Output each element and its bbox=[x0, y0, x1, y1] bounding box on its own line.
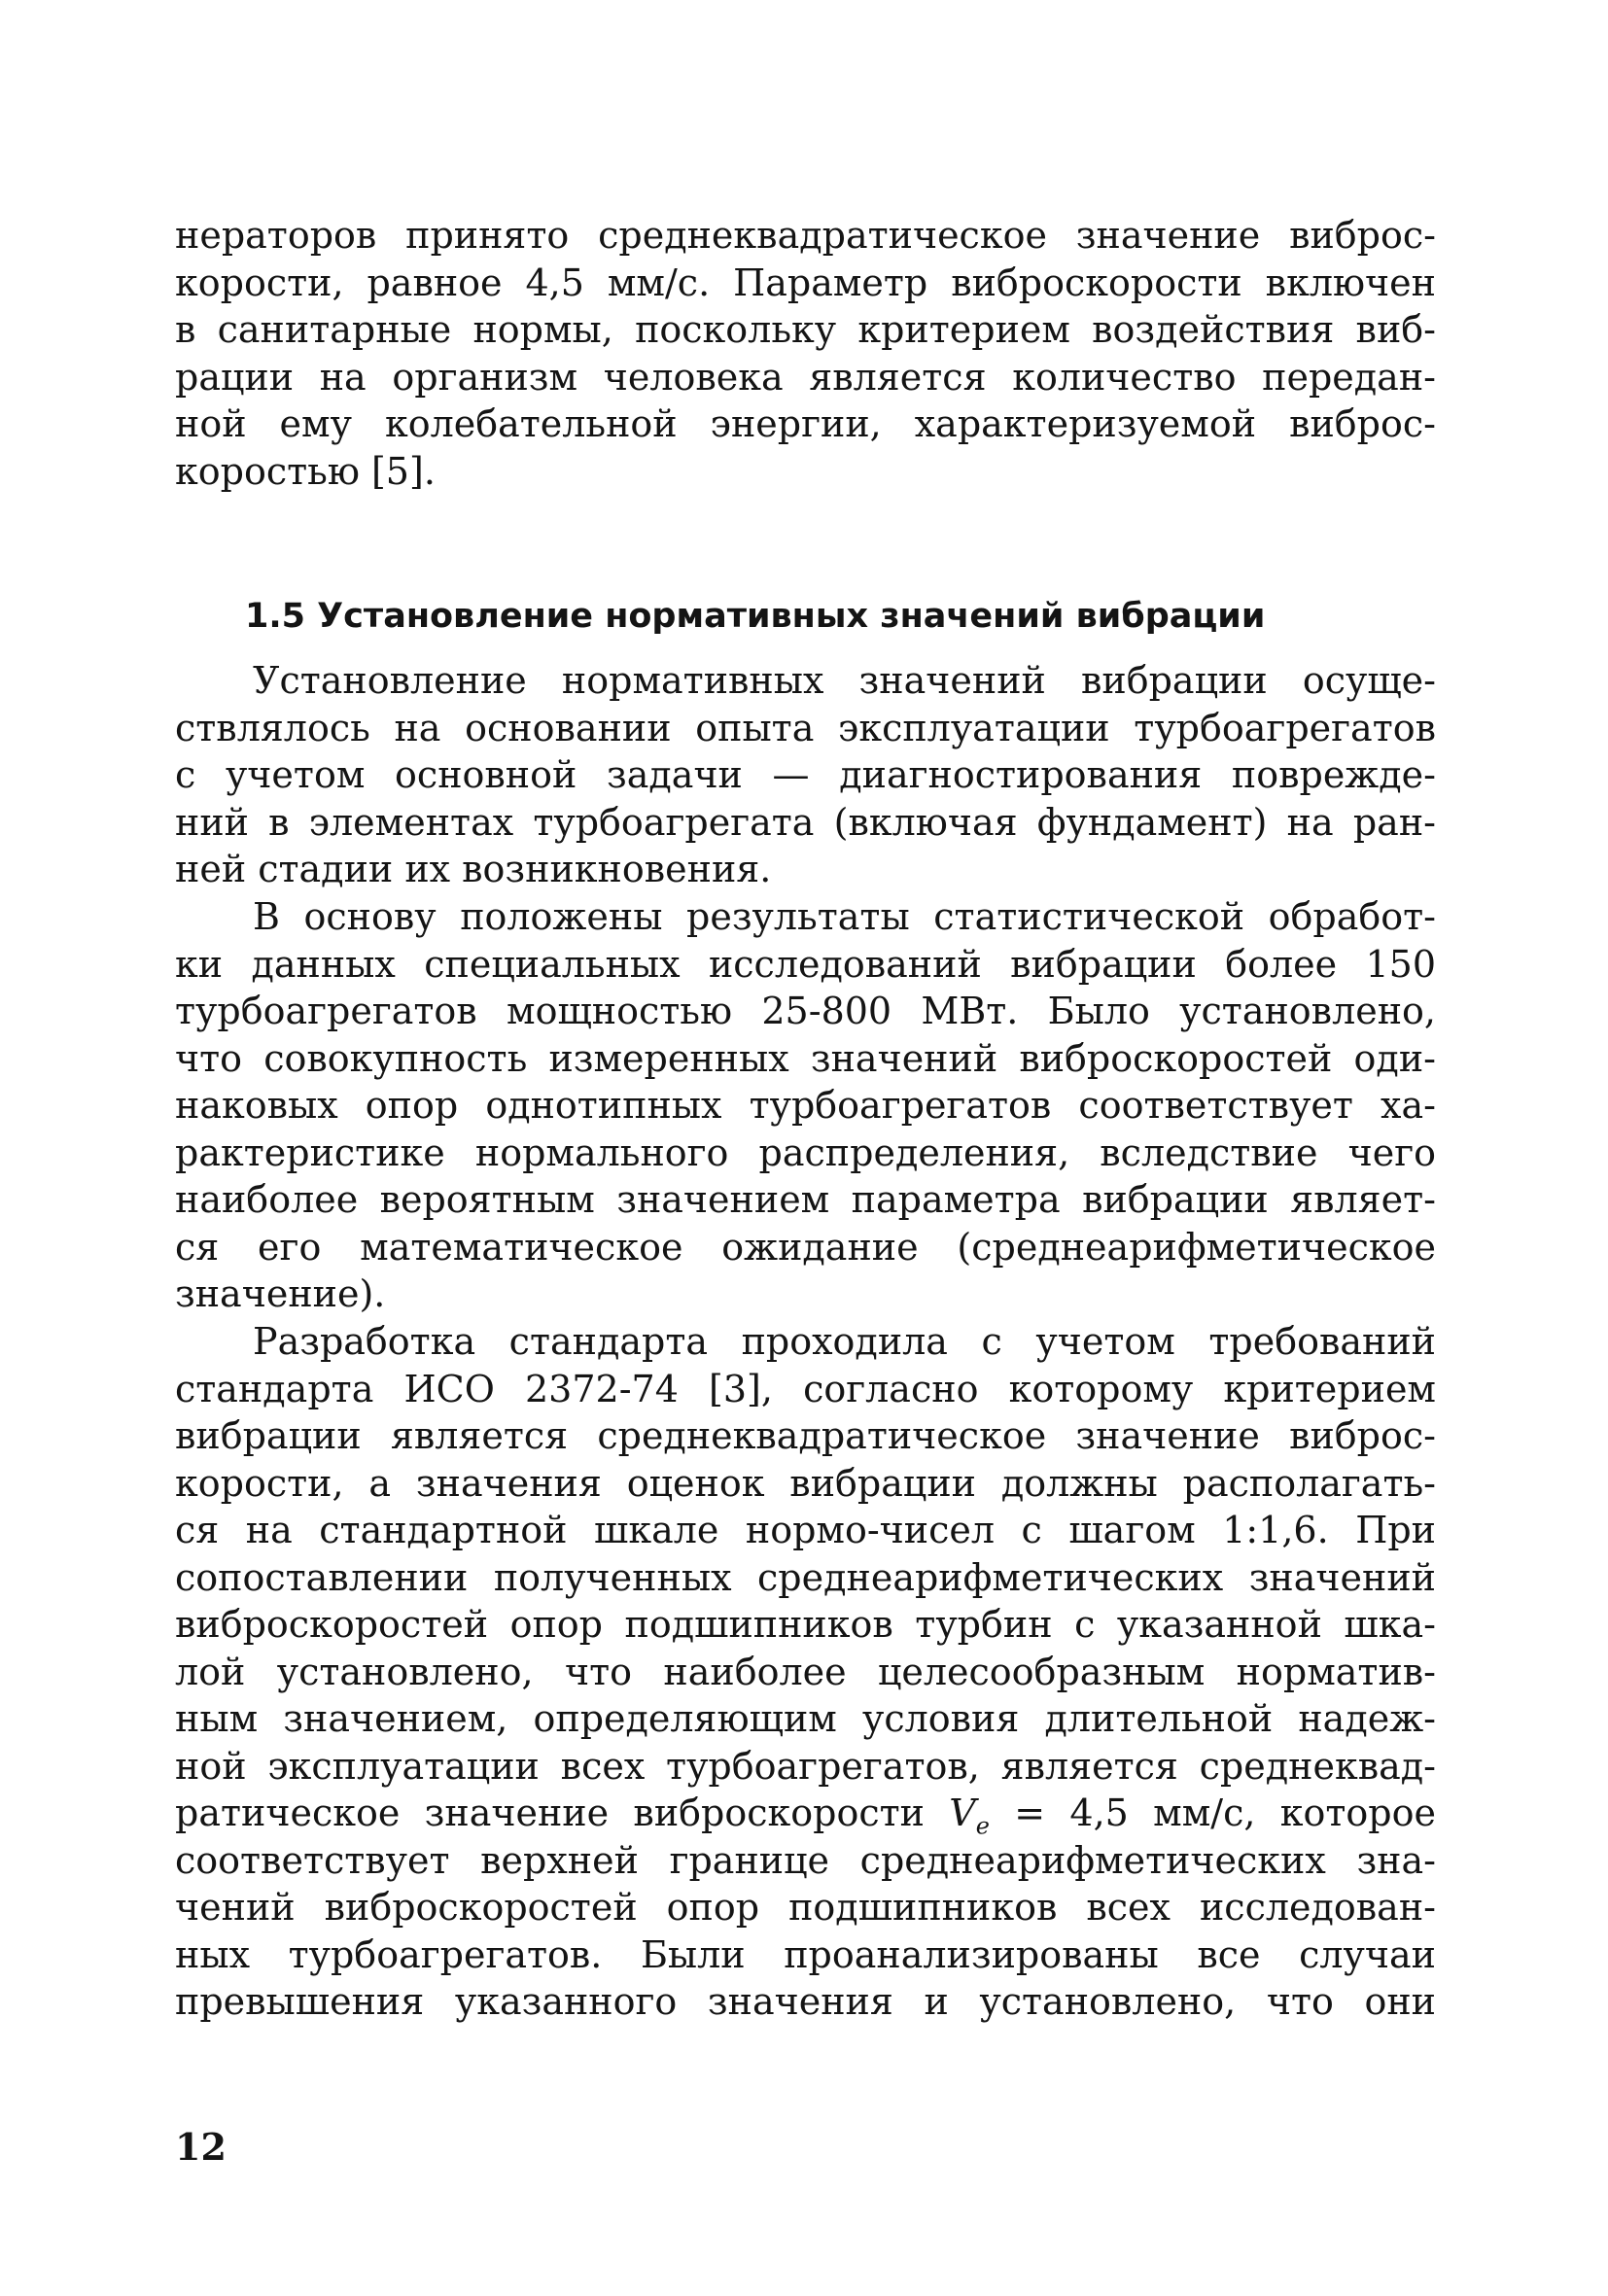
text-line: коростью [5]. bbox=[175, 449, 436, 493]
paragraph-2 bbox=[175, 893, 1436, 1318]
text-line: Установление нормативных значений вибрации осуще- bbox=[253, 659, 1436, 702]
text-line: ной ему колебательной энергии, характеризуемой виброс- bbox=[175, 402, 1436, 445]
text-line: превышения указанного значения и установлено, что они bbox=[175, 1980, 1436, 2023]
page-number: 12 bbox=[175, 2125, 227, 2169]
text-line: турбоагрегатов мощностью 25-800 МВт. Было установлено, bbox=[175, 990, 1436, 1032]
text-line: ся на стандартной шкале нормо-чисел с шагом 1:1,6. При bbox=[175, 1509, 1436, 1551]
formula-text-after: = 4,5 мм/с, которое bbox=[989, 1792, 1436, 1834]
text-line: с учетом основной задачи — диагностирования поврежде- bbox=[175, 753, 1436, 796]
text-line: в санитарные нормы, поскольку критерием воздействия виб- bbox=[175, 308, 1436, 351]
text-line: корости, а значения оценок вибрации должны располагать- bbox=[175, 1461, 1436, 1505]
text-line: ным значением, определяющим условия длительной надеж- bbox=[175, 1697, 1436, 1740]
formula-text-before: ратическое значение виброскорости bbox=[175, 1792, 950, 1834]
text-line: значение). bbox=[175, 1272, 386, 1315]
text-line: В основу положены результаты статистической обработ- bbox=[253, 895, 1436, 938]
velocity-letter: V bbox=[949, 1792, 976, 1834]
text-line: ной эксплуатации всех турбоагрегатов, является среднеквад- bbox=[175, 1744, 1436, 1788]
paragraph-1 bbox=[175, 657, 1436, 893]
text-line: рактеристике нормального распределения, вследствие чего bbox=[175, 1131, 1436, 1174]
text-line: ний в элементах турбоагрегата (включая фундамент) на ран- bbox=[175, 800, 1436, 844]
text-line: соответствует верхней границе среднеарифметических зна- bbox=[175, 1838, 1436, 1882]
formula-line bbox=[175, 1790, 1436, 1840]
velocity-symbol bbox=[949, 1792, 990, 1840]
text-line: нераторов принято среднеквадратическое значение виброс- bbox=[175, 214, 1436, 257]
text-line: лой установлено, что наиболее целесообразным норматив- bbox=[175, 1650, 1436, 1693]
section-heading: 1.5 Установление нормативных значений вибрации bbox=[245, 597, 1266, 636]
text-line: ных турбоагрегатов. Были проанализированы все случаи bbox=[175, 1932, 1436, 1976]
text-line: ки данных специальных исследований вибрации более 150 bbox=[175, 942, 1436, 986]
text-line: вибрации является среднеквадратическое значение виброс- bbox=[175, 1414, 1436, 1457]
text-line: чений виброскоростей опор подшипников всех исследован- bbox=[175, 1886, 1436, 1929]
text-line: Разработка стандарта проходила с учетом требований bbox=[253, 1320, 1436, 1363]
text-line: что совокупность измеренных значений виброскоростей оди- bbox=[175, 1036, 1436, 1080]
text-line: ся его математическое ожидание (среднеарифметическое bbox=[175, 1225, 1436, 1269]
text-line: ней стадии их возникновения. bbox=[175, 848, 772, 890]
paragraph-top bbox=[175, 212, 1436, 495]
text-line: сопоставлении полученных среднеарифметических значений bbox=[175, 1555, 1436, 1599]
text-line: ствлялось на основании опыта эксплуатации турбоагрегатов bbox=[175, 706, 1436, 749]
text-line: рации на организм человека является количество передан- bbox=[175, 355, 1436, 399]
text-line: виброскоростей опор подшипников турбин с указанной шка- bbox=[175, 1603, 1436, 1646]
text-line: наиболее вероятным значением параметра вибрации являет- bbox=[175, 1178, 1436, 1221]
text-line: стандарта ИСО 2372-74 [3], согласно которому критерием bbox=[175, 1367, 1436, 1410]
velocity-subscript: e bbox=[975, 1812, 990, 1840]
text-line: корости, равное 4,5 мм/с. Параметр виброскорости включен bbox=[175, 261, 1436, 304]
paragraph-3 bbox=[175, 1318, 1436, 2026]
text-line: наковых опор однотипных турбоагрегатов соответствует ха- bbox=[175, 1084, 1436, 1127]
